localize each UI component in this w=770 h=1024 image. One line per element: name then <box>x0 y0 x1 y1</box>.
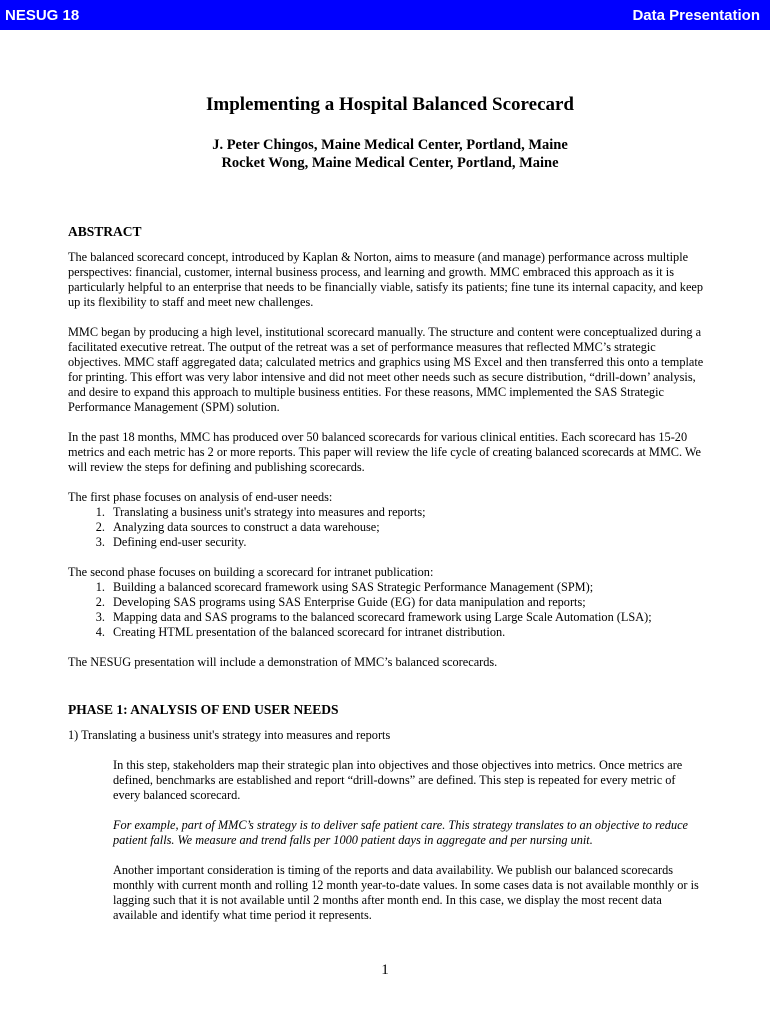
list-item <box>68 625 704 640</box>
author-line: J. Peter Chingos, Maine Medical Center, Portland, Maine <box>212 137 568 153</box>
list-item <box>68 595 704 610</box>
author-block <box>68 136 704 172</box>
abstract-closing: The NESUG presentation will include a demonstration of MMC’s balanced scorecards. <box>68 655 498 669</box>
phase1-intro: The first phase focuses on analysis of end-user needs: <box>68 490 333 504</box>
author-line: Rocket Wong, Maine Medical Center, Portland, Maine <box>221 155 559 171</box>
list-text: Defining end-user security. <box>113 535 247 549</box>
phase1-paragraph: Another important consideration is timing of the reports and data availability. We publish our balanced scorecards monthly with current month and rolling 12 month year-to-date values. In some cases data is not available monthly or is lagging such that it is not available until 2 months after month end. In this case, we display the most recent data available and identify what time period it represents. <box>113 863 699 922</box>
list-text: Developing SAS programs using SAS Enterprise Guide (EG) for data manipulation and reports; <box>113 595 586 609</box>
list-item <box>68 580 704 595</box>
phase2-intro: The second phase focuses on building a scorecard for intranet publication: <box>68 565 434 579</box>
phase1-list <box>68 505 704 550</box>
list-item <box>68 535 704 550</box>
abstract-heading: ABSTRACT <box>68 224 142 239</box>
phase1-example: For example, part of MMC’s strategy is to deliver safe patient care. This strategy translates to an objective to reduce patient falls. We measure and trend falls per 1000 patient days in aggregate and per nursing unit. <box>113 818 689 847</box>
list-item <box>68 505 704 520</box>
list-text: Building a balanced scorecard framework using SAS Strategic Performance Management (SPM); <box>113 580 594 594</box>
list-item <box>68 520 704 535</box>
abstract-paragraph: The balanced scorecard concept, introduced by Kaplan & Norton, aims to measure (and manage) performance across multiple perspectives: financial, customer, internal business process, and learning and growth. MMC embraced this approach as it is particularly helpful to an enterprise that needs to be financially viable, satisfy its patients; fine tune its internal capacity, and keep up its flexibility to staff and meet new challenges. <box>68 250 704 309</box>
list-number: 3. <box>95 610 105 624</box>
phase1-paragraph: In this step, stakeholders map their strategic plan into objectives and those objectives into metrics. Once metrics are defined, benchmarks are established and report “drill-downs” are defined. This step is repeated for every metric of every balanced scorecard. <box>113 758 683 802</box>
paper-page <box>68 94 704 923</box>
list-text: Translating a business unit's strategy into measures and reports; <box>113 505 426 519</box>
list-number: 4. <box>95 625 105 639</box>
paper-title: Implementing a Hospital Balanced Scorecard <box>205 94 575 115</box>
list-number: 2. <box>95 595 105 609</box>
list-number: 2. <box>95 520 105 534</box>
phase1-subheading: 1) Translating a business unit's strategy into measures and reports <box>68 728 391 742</box>
list-text: Mapping data and SAS programs to the balanced scorecard framework using Large Scale Automation (LSA); <box>113 610 652 624</box>
list-number: 1. <box>95 505 105 519</box>
header-bar <box>0 0 770 30</box>
list-text: Analyzing data sources to construct a data warehouse; <box>113 520 380 534</box>
phase1-heading: PHASE 1: ANALYSIS OF END USER NEEDS <box>68 702 339 717</box>
abstract-paragraph: In the past 18 months, MMC has produced over 50 balanced scorecards for various clinical entities. Each scorecard has 15-20 metrics and each metric has 2 or more reports. This paper will review the life cycle of creating balanced scorecards at MMC. We will review the steps for defining and publishing scorecards. <box>68 430 701 474</box>
list-item <box>68 610 704 625</box>
section-label: Data Presentation <box>632 6 760 24</box>
abstract-paragraph: MMC began by producing a high level, institutional scorecard manually. The structure and content were conceptualized during a facilitated executive retreat. The output of the retreat was a set of performance measures that reflected MMC’s strategic objectives. MMC staff aggregated data; calculated metrics and graphics using MS Excel and then transferred this onto a template for printing. This effort was very labor intensive and did not meet other needs such as secure distribution, “drill-down’ analysis, and desire to expand this approach to multiple business entities. For these reasons, MMC implemented the SAS Strategic Performance Management (SPM) solution. <box>68 325 704 414</box>
page-number: 1 <box>381 962 389 978</box>
conference-label: NESUG 18 <box>5 6 80 24</box>
list-number: 3. <box>95 535 105 549</box>
list-text: Creating HTML presentation of the balanced scorecard for intranet distribution. <box>113 625 506 639</box>
phase2-list <box>68 580 704 640</box>
list-number: 1. <box>95 580 105 594</box>
